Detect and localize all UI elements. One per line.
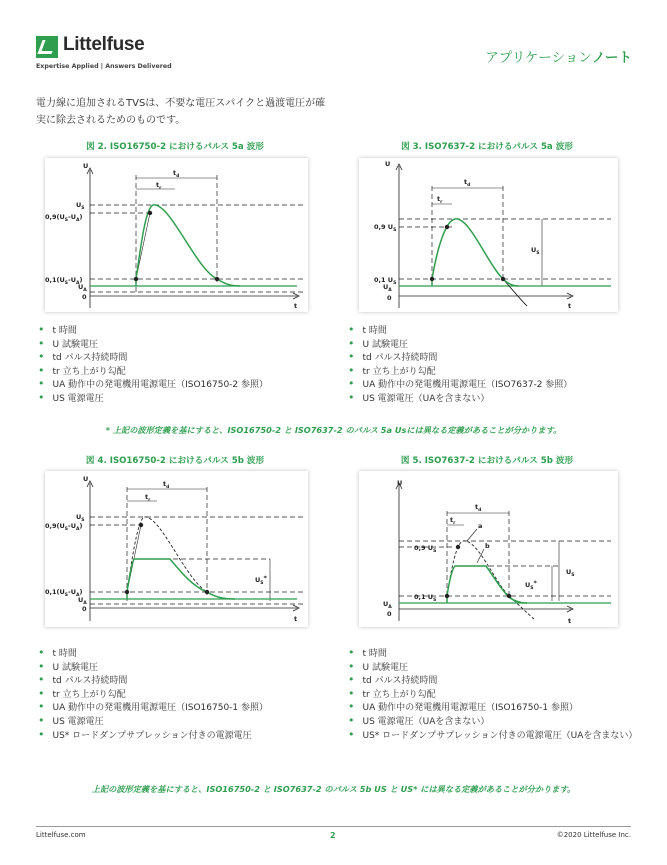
- list-item: • td パルス持続時間: [38, 350, 268, 364]
- fig5-label-usstar: $U_S*$: [525, 579, 537, 591]
- fig2-pulse: [136, 205, 240, 286]
- fig2-point-p9: [148, 211, 152, 215]
- list-item: • U 試験電圧: [348, 660, 637, 674]
- fig3-label-tr: $t_r$: [437, 195, 443, 205]
- fig5-point-start: [445, 594, 449, 598]
- fig5-box: [359, 471, 618, 627]
- fig2-label-tr: $t_r$: [156, 181, 162, 191]
- fig5-label-zero: 0: [387, 610, 392, 618]
- fig5-label-b: b: [485, 542, 490, 550]
- fig2-label-u: U: [83, 162, 89, 170]
- fig2-box: [45, 158, 308, 312]
- fig3-pulse: [432, 219, 519, 286]
- fig5-leader-a: [467, 529, 477, 541]
- fig4-label-usstar: $U_S*$: [255, 574, 267, 586]
- fig4-label-zero: 0: [82, 605, 87, 613]
- list-item: • tr 立ち上がり勾配: [348, 364, 572, 378]
- fig2-label-t: t: [294, 302, 298, 310]
- fig3-point-p9: [445, 225, 449, 229]
- fig3-label-td: $t_d$: [464, 178, 471, 188]
- fig2-label-zero: 0: [82, 293, 87, 301]
- fig4-box: [45, 471, 308, 627]
- fig5-legend: [348, 646, 637, 741]
- fig5-label-us: $U_S$: [566, 568, 575, 578]
- fig4-label-us: $U_S$: [76, 513, 85, 523]
- section-title-prefix: アプリケーション: [485, 50, 592, 66]
- fig5-leader-b: [477, 549, 484, 563]
- fig3-label-p1: 0,1 $U_S$: [374, 276, 397, 286]
- footer-divider: [36, 826, 631, 827]
- fig2-label-td: $t_d$: [173, 169, 180, 179]
- list-item: • t 時間: [348, 323, 572, 337]
- section-title: [485, 46, 632, 66]
- list-item: • U 試験電圧: [38, 660, 268, 674]
- fig5-label-p1: 0,1 $U_S$: [414, 593, 437, 603]
- brand-tagline: Expertise Applied | Answers Delivered: [36, 63, 172, 70]
- list-item: • UA 動作中の発電機用電源電圧（ISO16750-2 参照）: [38, 377, 268, 391]
- fig3-diagram: [359, 158, 618, 312]
- fig3-label-zero: 0: [387, 294, 392, 302]
- fig4-point-p9: [139, 523, 143, 527]
- fig5-label-ua: $U_A$: [383, 600, 392, 610]
- list-item: • UA 動作中の発電機用電源電圧（ISO16750-1 参照）: [348, 700, 637, 714]
- fig4-point-start: [125, 590, 129, 594]
- list-item: • US* ロードダンプサプレッション付きの電源電圧（UAを含まない）: [348, 728, 637, 742]
- fig5-diagram: [359, 471, 618, 627]
- fig5-label-td: $t_d$: [475, 503, 482, 513]
- fig5-label-a: a: [478, 522, 483, 530]
- list-item: • tr 立ち上がり勾配: [38, 687, 268, 701]
- fig2-legend: [38, 323, 268, 405]
- littelfuse-mark-icon: [36, 36, 58, 58]
- list-item: • UA 動作中の発電機用電源電圧（ISO7637-2 参照）: [348, 377, 572, 391]
- fig3-label-u: U: [385, 160, 391, 168]
- list-item: • td パルス持続時間: [38, 673, 268, 687]
- fig5-label-tr: $t_r$: [450, 516, 456, 526]
- list-item: • td パルス持続時間: [348, 350, 572, 364]
- list-item: • US 電源電圧（UAを含まない）: [348, 714, 637, 728]
- fig3-title: 図 3. ISO7637-2 におけるパルス 5a 波形: [401, 142, 573, 152]
- fig4-point-end: [205, 590, 209, 594]
- list-item: • t 時間: [38, 323, 268, 337]
- list-item: • US 電源電圧（UAを含まない）: [348, 391, 572, 405]
- fig2-point-start: [134, 277, 138, 281]
- fig2-label-p9: $0,9(U_S-U_A)$: [45, 213, 83, 223]
- fig5-pulse-unclamped: [447, 541, 534, 619]
- fig5-title: 図 5. ISO7637-2 におけるパルス 5b 波形: [400, 456, 574, 466]
- fig4-pulse-clamped: [127, 559, 235, 599]
- fig3-pulse-tail: [432, 219, 527, 306]
- fig5-pulse-clamped: [447, 566, 527, 603]
- list-item: • tr 立ち上がり勾配: [348, 687, 637, 701]
- fig4-diagram: [45, 471, 308, 627]
- list-item: • US 電源電圧: [38, 391, 268, 405]
- list-item: • US 電源電圧: [38, 714, 268, 728]
- fig4-label-t: t: [294, 615, 298, 623]
- fig4-label-u: U: [83, 475, 89, 483]
- fig3-label-p9: 0,9 $U_S$: [374, 223, 397, 233]
- fig2-label-ua: $U_A$: [78, 283, 87, 293]
- fig3-point-end: [501, 277, 505, 281]
- note-5b: 上記の波形定義を基にすると、ISO16750-2 と ISO7637-2 のパルス 5b US と US* には異なる定義があることが分かります。: [91, 784, 576, 794]
- fig2-diagram: [45, 158, 308, 312]
- fig2-point-end: [215, 277, 219, 281]
- fig3-label-t: t: [568, 302, 572, 310]
- fig4-label-tr: $t_r$: [145, 493, 151, 503]
- fig3-legend: [348, 323, 572, 405]
- fig4-label-td: $t_d$: [163, 480, 170, 490]
- list-item: • U 試験電圧: [348, 337, 572, 351]
- fig5-label-t: t: [568, 617, 572, 625]
- fig4-pulse-unclamped: [127, 517, 235, 599]
- list-item: • t 時間: [38, 646, 268, 660]
- footer-website: Littelfuse.com: [36, 831, 86, 839]
- fig4-label-p1: $0,1(U_S-U_A)$: [45, 588, 83, 598]
- fig5-point-end: [507, 594, 511, 598]
- list-item: • t 時間: [348, 646, 637, 660]
- fig3-label-ua: $U_A$: [383, 283, 392, 293]
- list-item: • U 試験電圧: [38, 337, 268, 351]
- fig5-label-p9: 0,9 $U_S$: [414, 544, 437, 554]
- footer-copyright: ©2020 Littelfuse Inc.: [556, 831, 631, 839]
- note-5a: * 上記の波形定義を基にすると、ISO16750-2 と ISO7637-2 のパルス 5a Usには異なる定義があることが分かります。: [105, 425, 562, 435]
- list-item: • US* ロードダンプサプレッション付きの電源電圧: [38, 728, 268, 742]
- page-number: 2: [330, 831, 336, 840]
- fig3-point-start: [430, 277, 434, 281]
- fig2-title: 図 2. ISO16750-2 におけるパルス 5a 波形: [86, 142, 264, 152]
- list-item: • td パルス持続時間: [348, 673, 637, 687]
- fig4-legend: [38, 646, 268, 741]
- fig4-title: 図 4. ISO16750-2 におけるパルス 5b 波形: [85, 456, 265, 466]
- fig5-label-u: U: [397, 479, 403, 487]
- list-item: • tr 立ち上がり勾配: [38, 364, 268, 378]
- list-item: • UA 動作中の発電機用電源電圧（ISO16750-1 参照）: [38, 700, 268, 714]
- brand-name: Littelfuse: [63, 34, 145, 55]
- intro-paragraph: 電力線に追加されるTVSは、不要な電圧スパイクと過渡電圧が確実に除去されるためのものです。: [36, 98, 326, 126]
- fig2-label-p1: $0,1(U_S-U_A)$: [45, 276, 83, 286]
- section-title-suffix: ノート: [591, 50, 632, 66]
- fig4-label-p9: $0,9(U_S-U_A)$: [45, 522, 83, 532]
- fig2-label-us: $U_S$: [76, 201, 85, 211]
- fig3-box: [359, 158, 618, 312]
- fig4-label-ua: $U_A$: [78, 596, 87, 606]
- fig3-label-us: $U_S$: [531, 246, 540, 256]
- fig5-point-p9: [456, 545, 460, 549]
